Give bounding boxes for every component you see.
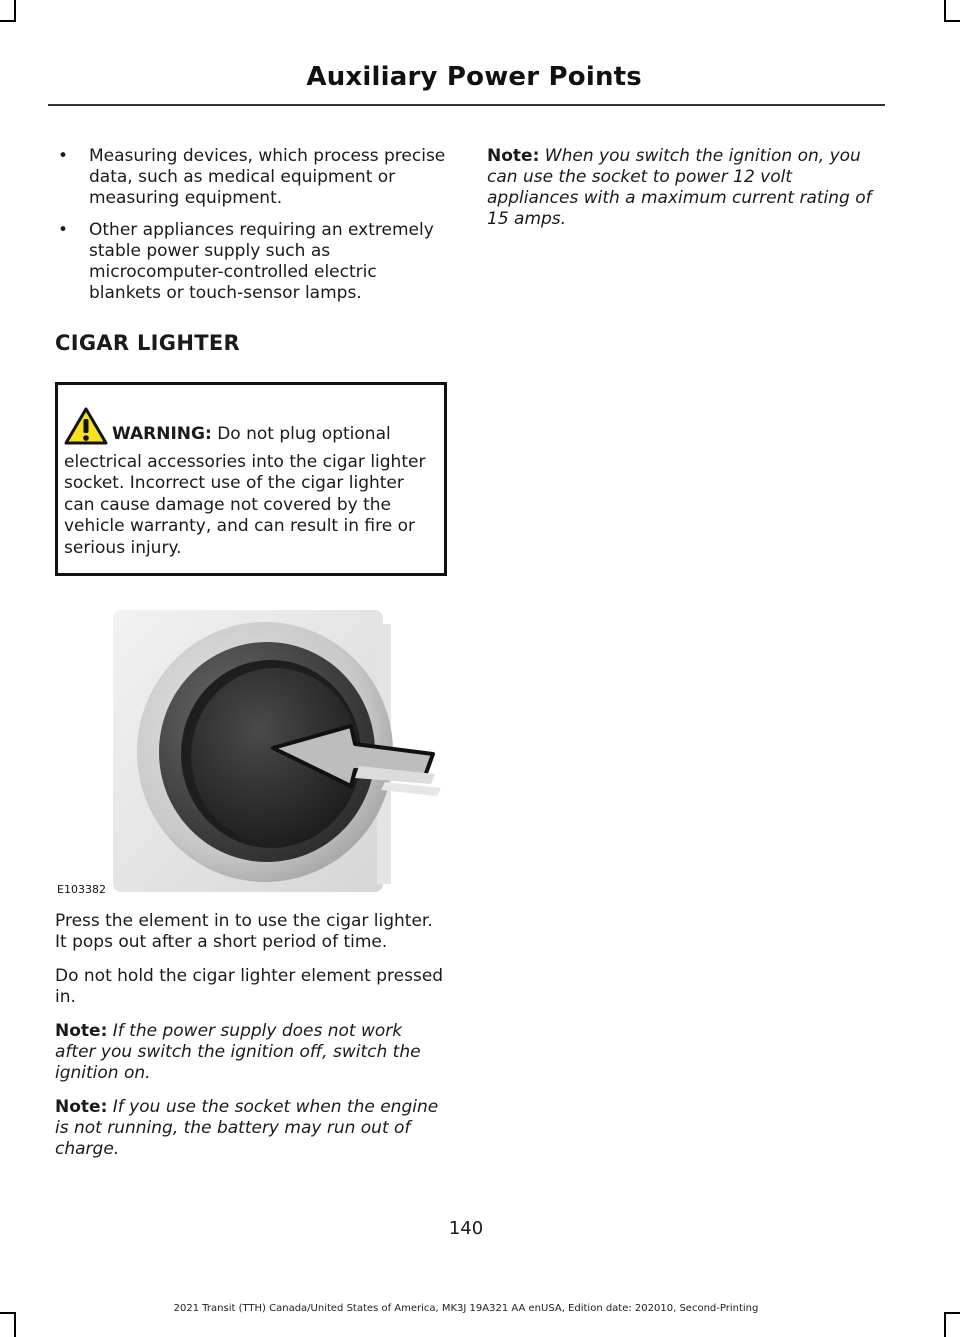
bullet-text: Measuring devices, which process precise data, such as medical equipment or measuring equipment. — [89, 146, 446, 208]
list-item — [55, 146, 447, 209]
page-title: Auxiliary Power Points — [306, 62, 642, 92]
page-number: 140 — [448, 1218, 484, 1239]
note-text: If you use the socket when the engine is not running, the battery may run out of charge. — [55, 1097, 439, 1159]
crop-mark — [0, 20, 16, 22]
note — [55, 1021, 447, 1084]
paragraph: Press the element in to use the cigar lighter. It pops out after a short period of time. — [55, 911, 433, 952]
crop-mark — [14, 0, 16, 22]
note-text: If the power supply does not work after you switch the ignition off, switch the ignition on. — [55, 1021, 421, 1083]
note — [55, 1097, 447, 1160]
warning-label: WARNING: — [112, 424, 212, 444]
left-column — [55, 146, 447, 1160]
bullet-text: Other appliances requiring an extremely stable power supply such as microcomputer-controlled electric blankets or touch-sensor lamps. — [89, 220, 434, 303]
crop-mark — [944, 1312, 946, 1337]
bullet-list — [55, 146, 447, 304]
bullet-symbol: • — [58, 146, 69, 166]
note-label: Note: — [55, 1021, 108, 1041]
crop-mark — [14, 1312, 16, 1337]
note-text: When you switch the ignition on, you can use the socket to power 12 volt appliances with a maximum current rating of 15 amps. — [487, 146, 872, 229]
note — [487, 146, 887, 230]
footer-text: 2021 Transit (TTH) Canada/United States of America, MK3J 19A321 AA enUSA, Edition date: 202010, Second-Printing — [173, 1303, 759, 1314]
warning-box — [55, 382, 447, 576]
cigar-lighter-illustration — [55, 604, 447, 896]
cigar-lighter-figure — [55, 604, 447, 896]
crop-mark — [944, 20, 960, 22]
warning-triangle-icon — [64, 407, 108, 452]
section-heading: CIGAR LIGHTER — [55, 331, 240, 355]
bullet-symbol: • — [58, 220, 69, 240]
crop-mark — [944, 1312, 960, 1314]
warning-text: Do not plug optional electrical accessories into the cigar lighter socket. Incorrect use of the cigar lighter can cause damage not covered by the vehicle warranty, and can result in fire or serious injury. — [64, 424, 426, 558]
right-column — [487, 146, 887, 230]
note-label: Note: — [55, 1097, 108, 1117]
crop-mark — [944, 0, 946, 22]
note-label: Note: — [487, 146, 540, 166]
paragraph: Do not hold the cigar lighter element pressed in. — [55, 966, 444, 1007]
figure-id: E103382 — [57, 883, 106, 896]
header-rule — [48, 104, 885, 106]
list-item — [55, 220, 447, 304]
